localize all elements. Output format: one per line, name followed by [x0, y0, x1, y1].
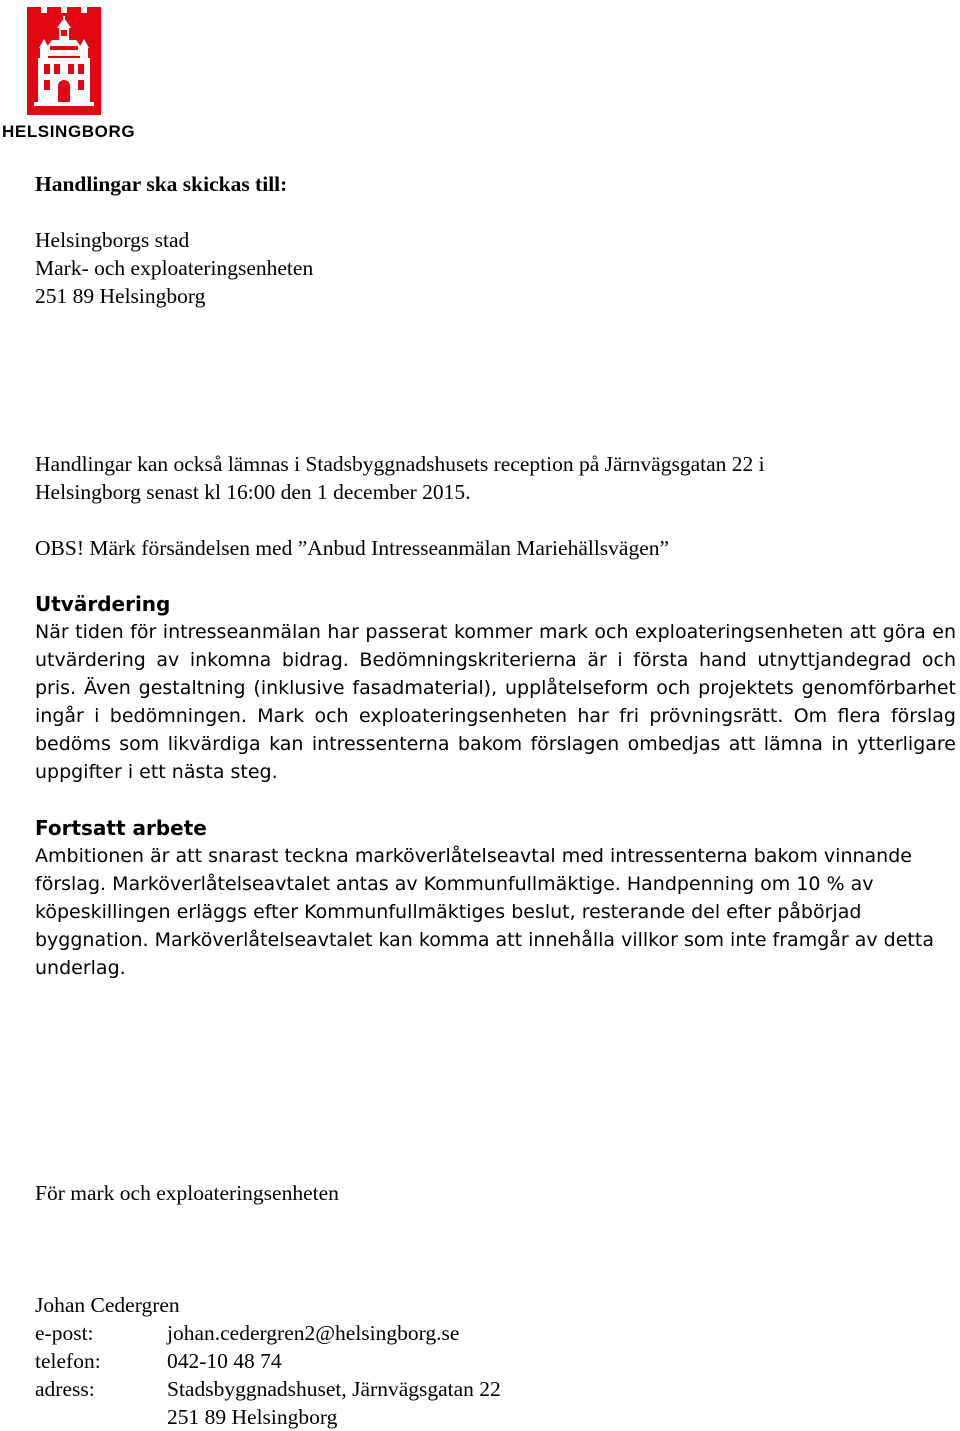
email-label: e-post:: [35, 1321, 94, 1345]
evaluation-section: [35, 590, 956, 786]
recipient-section: [35, 170, 960, 198]
contact-phone-row: [35, 1347, 960, 1375]
address-line: Helsingborgs stad: [35, 228, 190, 252]
phone-value: 042-10 48 74: [167, 1349, 282, 1373]
contact-block: [35, 1291, 960, 1431]
obs-note: [35, 534, 960, 562]
email-value[interactable]: johan.cedergren2@helsingborg.se: [167, 1321, 460, 1345]
recipient-address: [35, 226, 960, 310]
continued-body: Ambitionen är att snarast teckna marköverlåtelseavtal med intressenterna bakom vinnande förslag. Marköverlåtelseavtalet antas av Kommunfullmäktige. Handpenning om 10 % av köpeskillingen erläggs efter Kommunfullmäktiges beslut, resterande del efter påbörjad byggnation. Marköverlåtelseavtalet kan komma att innehålla villkor som inte framgår av detta underlag.: [35, 845, 934, 979]
evaluation-body: När tiden för intresseanmälan har passerat kommer mark och exploateringsenheten att göra en utvärdering av inkomna bidrag. Bedömningskriterierna är i första hand utnyttjandegrad och pris. Även gestaltning (inklusive fasadmaterial), upplåtelseform och projektets genomförbarhet ingår i bedömningen. Mark och exploateringsenheten har fri prövningsrätt. Om flera förslag bedöms som likvärdiga kan intressenterna bakom förslagen ombedjas att lämna in ytterligare uppgifter i ett nästa steg.: [35, 621, 956, 783]
contact-name: Johan Cedergren: [35, 1293, 180, 1317]
logo-wordmark: HELSINGBORG: [2, 122, 136, 141]
address-line: Mark- och exploateringsenheten: [35, 256, 314, 280]
contact-address-row: [35, 1375, 960, 1403]
delivery-info: [35, 450, 960, 506]
address-label: adress:: [35, 1377, 95, 1401]
signoff: [35, 1179, 960, 1207]
continued-heading: Fortsatt arbete: [35, 816, 207, 840]
contact-address-row-2: [35, 1403, 960, 1431]
continued-work-section: [35, 814, 940, 982]
contact-email-row: [35, 1319, 960, 1347]
phone-label: telefon:: [35, 1349, 101, 1373]
delivery-text-line: Handlingar kan också lämnas i Stadsbyggnadshusets reception på Järnvägsgatan 22 i: [35, 452, 765, 476]
evaluation-heading: Utvärdering: [35, 592, 171, 616]
city-crest-icon: [4, 6, 130, 126]
address-value-line1: Stadsbyggnadshuset, Järnvägsgatan 22: [167, 1377, 501, 1401]
address-value-line2: 251 89 Helsingborg: [167, 1405, 338, 1429]
signoff-text: För mark och exploateringsenheten: [35, 1181, 339, 1205]
recipient-heading: Handlingar ska skickas till:: [35, 172, 288, 196]
address-line: 251 89 Helsingborg: [35, 284, 206, 308]
delivery-text-line: Helsingborg senast kl 16:00 den 1 december 2015.: [35, 480, 471, 504]
obs-text: OBS! Märk försändelsen med ”Anbud Intresseanmälan Mariehällsvägen”: [35, 536, 670, 560]
